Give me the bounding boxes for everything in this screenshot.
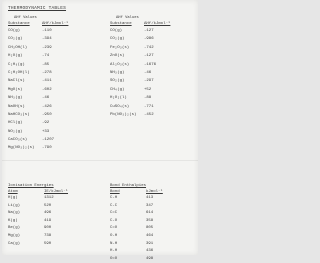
cell-value: 464 <box>146 233 154 238</box>
cell-value: 347 <box>146 203 154 208</box>
cell-value: -1676 <box>144 62 157 67</box>
cell-value: 614 <box>146 211 154 216</box>
table-row <box>8 225 74 233</box>
table-row <box>8 241 74 249</box>
cell-value: 498 <box>146 256 154 261</box>
cell-value: -46 <box>144 70 152 75</box>
table-row <box>8 203 74 211</box>
page-fold-line <box>2 160 198 161</box>
cell-value: -394 <box>42 37 52 42</box>
table-row <box>110 69 172 77</box>
cell-name: CuSO₄(s) <box>110 104 130 109</box>
cell-name: MgO(s) <box>8 87 23 92</box>
document-page <box>2 0 198 261</box>
cell-value: -239 <box>42 45 52 50</box>
cell-value: 436 <box>146 249 154 254</box>
cell-value: -88 <box>144 96 152 101</box>
cell-value: -771 <box>144 104 154 109</box>
table-row <box>110 248 176 256</box>
cell-value: -1207 <box>42 138 55 143</box>
table-row <box>8 103 70 111</box>
table-subtitle: ΔHf Values <box>116 16 139 20</box>
table-row <box>8 119 70 127</box>
cell-name: Na(g) <box>8 211 21 216</box>
cell-name: Pb(NO₃)₂(s) <box>110 112 137 117</box>
table-row <box>110 27 172 35</box>
table-row <box>110 203 176 211</box>
cell-name: Mg(NO₃)₂(s) <box>8 146 35 151</box>
table-row <box>8 77 70 85</box>
header-substance: Substance <box>8 22 30 26</box>
cell-value: -452 <box>144 112 154 117</box>
cell-value: 496 <box>44 211 52 216</box>
table-row <box>110 210 176 218</box>
cell-name: H₂O₂(l) <box>110 96 127 101</box>
table-row <box>8 52 70 60</box>
table-row <box>8 111 70 119</box>
table-row <box>8 233 74 241</box>
cell-name: C-C <box>110 203 118 208</box>
header-bond: Bond <box>110 190 120 194</box>
table-row <box>110 35 172 43</box>
cell-name: C₂H₅OH(l) <box>8 70 30 75</box>
table-row <box>110 61 172 69</box>
table-row <box>8 195 74 203</box>
cell-name: Al₂O₃(s) <box>110 62 130 67</box>
cell-value: -986 <box>144 37 154 42</box>
cell-value: -411 <box>42 79 52 84</box>
cell-name: N-H <box>110 241 118 246</box>
cell-value: 391 <box>146 241 154 246</box>
ionisation-table <box>8 183 74 248</box>
cell-name: C₂H₆(g) <box>8 62 25 67</box>
cell-value: -790 <box>42 146 52 151</box>
cell-name: C-O <box>110 218 118 223</box>
cell-name: SO₂(g) <box>110 79 125 84</box>
cell-value: -127 <box>144 29 154 33</box>
cell-name: H-H <box>110 249 118 254</box>
cell-value: +52 <box>144 87 152 92</box>
header-value: kJmol⁻¹ <box>146 190 163 194</box>
cell-name: NO₂(g) <box>8 129 23 134</box>
page-title: THERMODYNAMIC TABLES <box>8 6 67 11</box>
cell-name: CO₂(g) <box>8 37 23 42</box>
cell-value: 413 <box>146 196 154 200</box>
cell-value: -92 <box>42 121 50 126</box>
cell-name: K(g) <box>8 218 18 223</box>
cell-value: -46 <box>42 96 50 101</box>
header-value: IE/kJmol⁻¹ <box>44 190 69 194</box>
table-row <box>110 195 176 203</box>
cell-value: 738 <box>44 233 52 238</box>
cell-name: Ca(g) <box>8 241 21 246</box>
table-row <box>8 218 74 226</box>
cell-value: -950 <box>42 112 52 117</box>
header-value: ΔHf/kJmol⁻¹ <box>42 22 69 26</box>
bond-enthalpy-table <box>110 183 176 263</box>
table-row <box>110 111 172 119</box>
header-substance: Substance <box>110 22 132 26</box>
cell-value: -278 <box>42 70 52 75</box>
cell-value: -74 <box>42 54 50 59</box>
cell-name: CH₃OH(l) <box>8 45 28 50</box>
cell-name: O-H <box>110 233 118 238</box>
cell-name: CO₂(g) <box>110 37 125 42</box>
cell-value: -297 <box>144 79 154 84</box>
section-title: Bond Enthalpies <box>110 184 147 188</box>
cell-name: ZnO(s) <box>110 54 125 59</box>
cell-name: NH₃(g) <box>8 96 23 101</box>
header-value: ΔHf/kJmol⁻¹ <box>144 22 171 26</box>
table-row <box>8 86 70 94</box>
cell-value: -426 <box>42 104 52 109</box>
table-row <box>110 44 172 52</box>
cell-name: C-H <box>110 196 118 200</box>
cell-value: -602 <box>42 87 52 92</box>
cell-name: O=O <box>110 256 118 261</box>
cell-name: C=O <box>110 226 118 231</box>
cell-name: NaOH(s) <box>8 104 25 109</box>
cell-name: CH₄(g) <box>110 87 125 92</box>
cell-value: -742 <box>144 45 154 50</box>
cell-value: 1312 <box>44 196 54 200</box>
cell-value: -127 <box>144 54 154 59</box>
cell-name: Be(g) <box>8 226 21 231</box>
cell-value: 590 <box>44 241 52 246</box>
table-row <box>8 128 70 136</box>
cell-value: 419 <box>44 218 52 223</box>
table-row <box>110 218 176 226</box>
cell-name: Li(g) <box>8 203 21 208</box>
table-row <box>110 77 172 85</box>
cell-name: C=C <box>110 211 118 216</box>
table-row <box>110 86 172 94</box>
table-row <box>110 94 172 102</box>
table-row <box>8 27 70 35</box>
cell-name: NaCl(s) <box>8 79 25 84</box>
cell-value: +33 <box>42 129 50 134</box>
enthalpy-table-right <box>110 16 172 119</box>
table-row <box>8 94 70 102</box>
cell-name: Mg(g) <box>8 233 21 238</box>
table-row <box>8 144 70 152</box>
table-row <box>8 44 70 52</box>
table-row <box>110 103 172 111</box>
table-row <box>110 52 172 60</box>
header-atom: Atom <box>8 190 18 194</box>
cell-value: 358 <box>146 218 154 223</box>
cell-value: 520 <box>44 203 52 208</box>
cell-name: Fe₂O₃(s) <box>110 45 130 50</box>
table-row <box>110 241 176 249</box>
table-row <box>110 233 176 241</box>
table-row <box>8 61 70 69</box>
section-title: Ionisation Energies <box>8 184 54 188</box>
cell-name: NH₃(g) <box>110 70 125 75</box>
cell-name: CO(g) <box>8 29 21 33</box>
table-subtitle: ΔHf Values <box>14 16 37 20</box>
cell-name: CaCO₃(s) <box>8 138 28 143</box>
cell-value: 805 <box>146 226 154 231</box>
table-row <box>8 210 74 218</box>
cell-name: HCl(g) <box>8 121 23 126</box>
table-row <box>110 225 176 233</box>
table-row <box>110 256 176 263</box>
table-row <box>8 136 70 144</box>
cell-name: CO(g) <box>110 29 123 33</box>
cell-name: H₂O(g) <box>8 54 23 59</box>
table-row <box>8 69 70 77</box>
cell-value: 900 <box>44 226 52 231</box>
cell-value: -110 <box>42 29 52 33</box>
cell-name: H(g) <box>8 196 18 200</box>
cell-value: -85 <box>42 62 50 67</box>
enthalpy-table-left <box>8 16 70 153</box>
cell-name: NaHCO₃(s) <box>8 112 30 117</box>
table-row <box>8 35 70 43</box>
